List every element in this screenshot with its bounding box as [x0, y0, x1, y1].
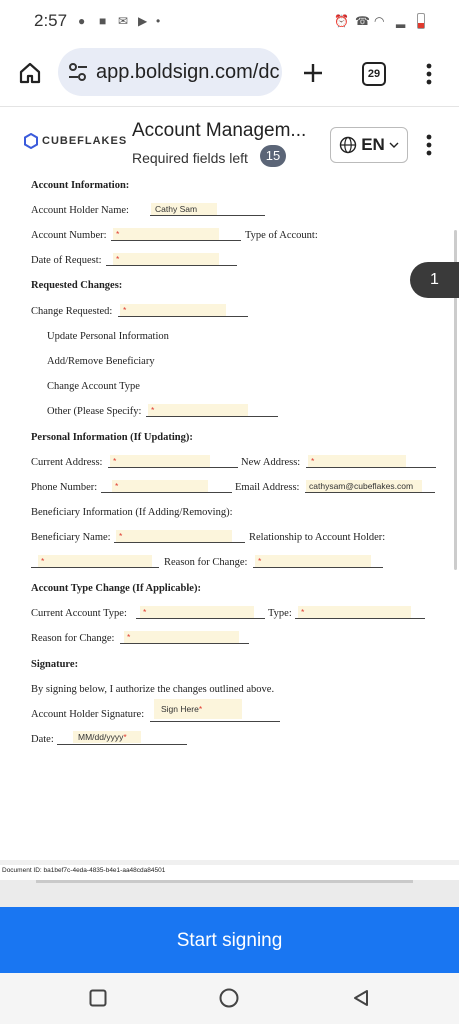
system-nav-bar	[0, 973, 459, 1024]
section-personal-info: Personal Information (If Updating):	[31, 432, 193, 443]
recents-icon[interactable]	[89, 989, 107, 1007]
holder-signature-label: Account Holder Signature:	[31, 709, 145, 720]
option-add-remove-beneficiary: Add/Remove Beneficiary	[47, 356, 155, 367]
tab-switcher-button[interactable]: 29	[362, 62, 386, 86]
email-address-label: Email Address:	[235, 482, 300, 493]
required-star: *	[115, 481, 119, 491]
reason-for-change-field-2[interactable]	[124, 631, 239, 643]
relationship-field[interactable]	[38, 555, 152, 567]
required-star: *	[311, 456, 315, 466]
required-star: *	[116, 229, 120, 239]
status-time: 2:57	[34, 11, 68, 30]
relationship-label: Relationship to Account Holder:	[249, 532, 386, 543]
logo-text: CUBEFLAKES	[42, 135, 128, 147]
signal-icon: ▂	[396, 14, 406, 28]
site-settings-icon[interactable]	[67, 61, 89, 83]
new-address-field[interactable]	[308, 455, 406, 467]
section-signature: Signature:	[31, 659, 79, 670]
type-field[interactable]	[298, 606, 411, 618]
required-fields-label: Required fields left	[132, 150, 248, 166]
status-bar	[0, 0, 459, 40]
globe-icon	[339, 136, 357, 154]
reason-for-change-label-2: Reason for Change:	[31, 633, 115, 644]
cube-logo-icon	[24, 133, 38, 149]
option-other-label: Other (Please Specify:	[47, 406, 142, 417]
change-requested-label: Change Requested:	[31, 306, 113, 317]
date-placeholder: MM/dd/yyyy	[78, 732, 124, 742]
required-star: *	[301, 607, 305, 617]
battery-low-icon	[417, 13, 425, 29]
holder-name-value: Cathy Sam	[155, 204, 198, 214]
account-number-field[interactable]	[113, 228, 219, 240]
document-footer-spacer	[0, 880, 459, 907]
alarm-icon: ⏰	[334, 14, 349, 28]
location-icon: ●	[78, 14, 86, 28]
youtube-icon: ▶	[138, 14, 148, 28]
beneficiary-name-label: Beneficiary Name:	[31, 532, 111, 543]
reason-for-change-field[interactable]	[255, 555, 371, 567]
new-address-label: New Address:	[241, 457, 301, 468]
signature-field[interactable]	[154, 699, 242, 719]
language-selector[interactable]	[330, 127, 408, 163]
required-star: *	[198, 704, 203, 714]
horizontal-scrollbar[interactable]	[36, 880, 413, 883]
authorize-text: By signing below, I authorize the changes outlined above.	[31, 684, 275, 695]
email-address-value: cathysam@cubeflakes.com	[309, 481, 414, 491]
url-bar[interactable]	[58, 48, 282, 96]
required-star: *	[143, 607, 147, 617]
back-icon[interactable]	[352, 989, 370, 1007]
url-text: app.boldsign.com/dc	[96, 61, 280, 83]
required-star: *	[123, 732, 127, 742]
browser-menu-icon[interactable]	[424, 62, 434, 86]
other-specify-field[interactable]	[148, 404, 248, 416]
reason-for-change-label: Reason for Change:	[164, 557, 248, 568]
home-nav-icon[interactable]	[219, 988, 239, 1008]
type-of-account-label: Type of Account:	[245, 230, 318, 241]
call-icon: ☎	[355, 14, 370, 28]
account-number-label: Account Number:	[31, 230, 107, 241]
wifi-icon: ◠	[374, 14, 385, 28]
holder-name-label: Account Holder Name:	[31, 205, 129, 216]
phone-number-field[interactable]	[112, 480, 208, 492]
start-signing-button[interactable]: Start signing	[0, 907, 459, 973]
holder-name-field[interactable]	[151, 203, 217, 215]
type-label: Type:	[268, 608, 292, 619]
browser-toolbar	[0, 40, 459, 106]
email-address-field[interactable]	[306, 480, 422, 492]
required-star: *	[123, 305, 127, 315]
app-header	[0, 106, 459, 184]
current-account-type-label: Current Account Type:	[31, 608, 127, 619]
company-logo	[24, 133, 127, 149]
date-field[interactable]	[73, 731, 141, 743]
phone-number-label: Phone Number:	[31, 482, 98, 493]
date-of-request-field[interactable]	[113, 253, 219, 265]
beneficiary-name-field[interactable]	[116, 530, 232, 542]
current-address-field[interactable]	[110, 455, 210, 467]
required-star: *	[258, 556, 262, 566]
language-code: EN	[361, 135, 385, 154]
notification-icon: ■	[99, 14, 107, 28]
required-fields-count: 15	[260, 145, 286, 167]
dot-icon: •	[156, 14, 161, 28]
sign-here-text: Sign Here	[161, 704, 199, 714]
date-of-request-label: Date of Request:	[31, 255, 102, 266]
required-star: *	[116, 254, 120, 264]
home-icon[interactable]	[18, 61, 42, 85]
new-tab-icon[interactable]	[302, 62, 324, 84]
app-menu-icon[interactable]	[424, 133, 434, 157]
current-address-label: Current Address:	[31, 457, 103, 468]
current-account-type-field[interactable]	[140, 606, 254, 618]
chevron-down-icon	[389, 141, 399, 149]
required-star: *	[41, 556, 45, 566]
required-star: *	[151, 405, 155, 415]
section-account-type-change: Account Type Change (If Applicable):	[31, 583, 201, 594]
document-id: Document ID: ba1bef7c-4eda-4835-b4e1-aa48cda84501	[0, 860, 459, 880]
document-page	[0, 180, 459, 853]
required-star: *	[127, 632, 131, 642]
mail-icon: ✉	[118, 14, 129, 28]
document-title: Account Managem...	[132, 120, 307, 141]
option-change-account-type: Change Account Type	[47, 381, 140, 392]
beneficiary-info-heading: Beneficiary Information (If Adding/Removing):	[31, 507, 233, 518]
required-star: *	[113, 456, 117, 466]
page-indicator[interactable]: 1	[410, 262, 459, 298]
section-requested-changes: Requested Changes:	[31, 280, 123, 291]
required-star: *	[119, 531, 123, 541]
option-update-personal: Update Personal Information	[47, 331, 169, 342]
change-requested-field[interactable]	[120, 304, 226, 316]
date-label: Date:	[31, 734, 54, 745]
section-account-info: Account Information:	[31, 180, 130, 191]
